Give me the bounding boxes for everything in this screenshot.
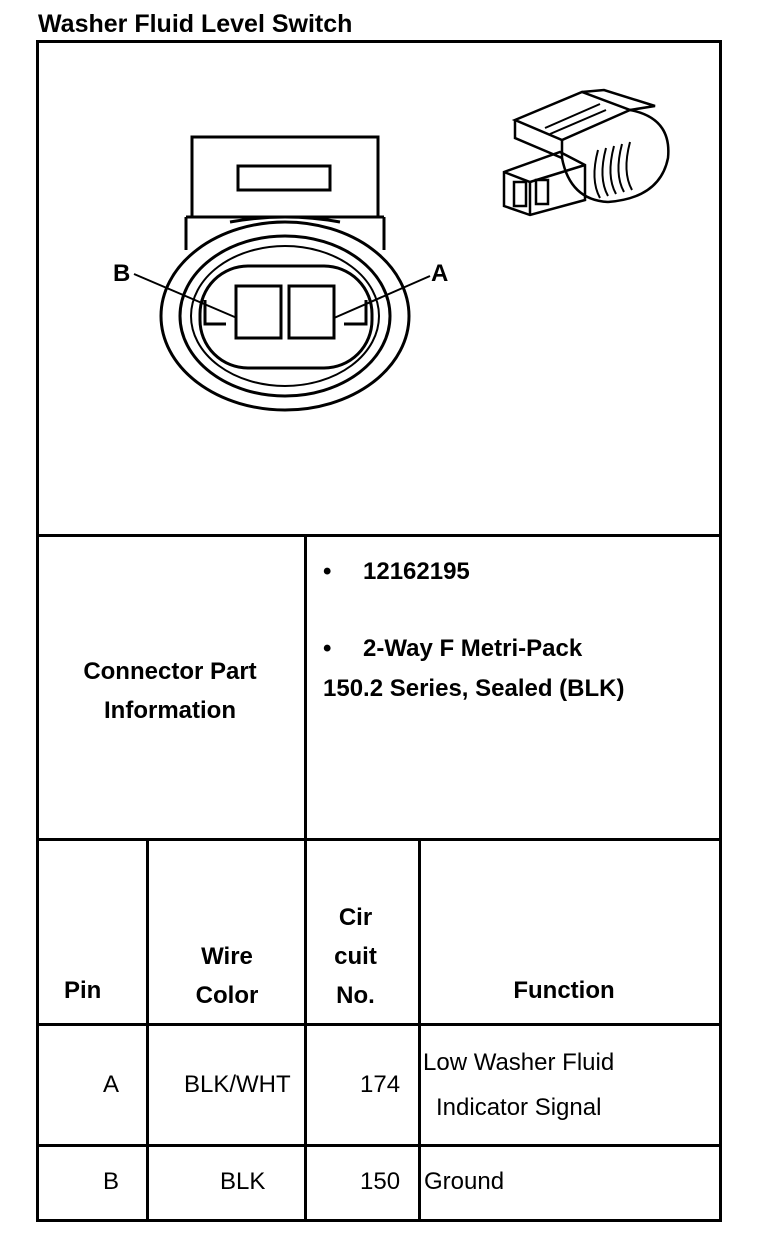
part-info-label xyxy=(40,652,300,730)
divider-part-info-bottom xyxy=(36,838,722,841)
header-wire-color-line1: Wire xyxy=(201,943,253,970)
row-b-circuit: 150 xyxy=(360,1168,401,1195)
connector-isometric-view xyxy=(504,90,668,215)
row-b-wire-color: BLK xyxy=(220,1168,266,1195)
diagram-title: Washer Fluid Level Switch xyxy=(38,10,353,38)
header-circuit-line1: Cir xyxy=(338,904,373,931)
bullet-description: • xyxy=(323,635,332,662)
leader-line-b xyxy=(134,274,237,318)
divider-circuit-column xyxy=(418,838,421,1222)
header-circuit-line3: No. xyxy=(336,982,375,1009)
part-number: 12162195 xyxy=(363,558,470,585)
row-a-pin: A xyxy=(103,1071,120,1098)
part-info-label-line2: Information xyxy=(104,697,236,724)
connector-face-view xyxy=(134,137,430,410)
part-info-label-line1: Connector Part xyxy=(83,658,257,685)
divider-row-a-bottom xyxy=(36,1144,722,1147)
leader-line-a xyxy=(334,276,430,318)
divider-part-info-column xyxy=(304,534,307,1222)
divider-pin-column xyxy=(146,838,149,1222)
part-description-line2: 150.2 Series, Sealed (BLK) xyxy=(323,675,625,702)
header-function: Function xyxy=(513,977,615,1004)
row-b-function: Ground xyxy=(424,1168,505,1195)
terminal-cavity-b xyxy=(236,286,281,338)
terminal-cavity-a xyxy=(289,286,334,338)
pin-label-b: B xyxy=(113,260,131,287)
header-circuit-number xyxy=(307,898,404,1015)
connector-diagram xyxy=(0,0,768,540)
row-a-function-line2: Indicator Signal xyxy=(436,1094,602,1121)
connector-latch-housing xyxy=(192,137,378,217)
row-a-wire-color: BLK/WHT xyxy=(184,1071,291,1098)
divider-header-bottom xyxy=(36,1023,722,1026)
header-circuit-line2: cuit xyxy=(334,943,377,970)
bullet-part-number: • xyxy=(323,558,332,585)
header-wire-color-line2: Color xyxy=(195,982,259,1009)
header-pin: Pin xyxy=(64,977,102,1004)
row-a-circuit: 174 xyxy=(360,1071,401,1098)
row-b-pin: B xyxy=(103,1168,120,1195)
part-description-line1: 2-Way F Metri-Pack xyxy=(363,635,583,662)
pin-label-a: A xyxy=(431,260,449,287)
header-wire-color xyxy=(150,937,304,1015)
row-a-function-line1: Low Washer Fluid xyxy=(423,1049,615,1076)
connector-latch-slot xyxy=(238,166,330,190)
connector-inner-cavity xyxy=(200,266,372,368)
divider-diagram-bottom xyxy=(36,534,722,537)
